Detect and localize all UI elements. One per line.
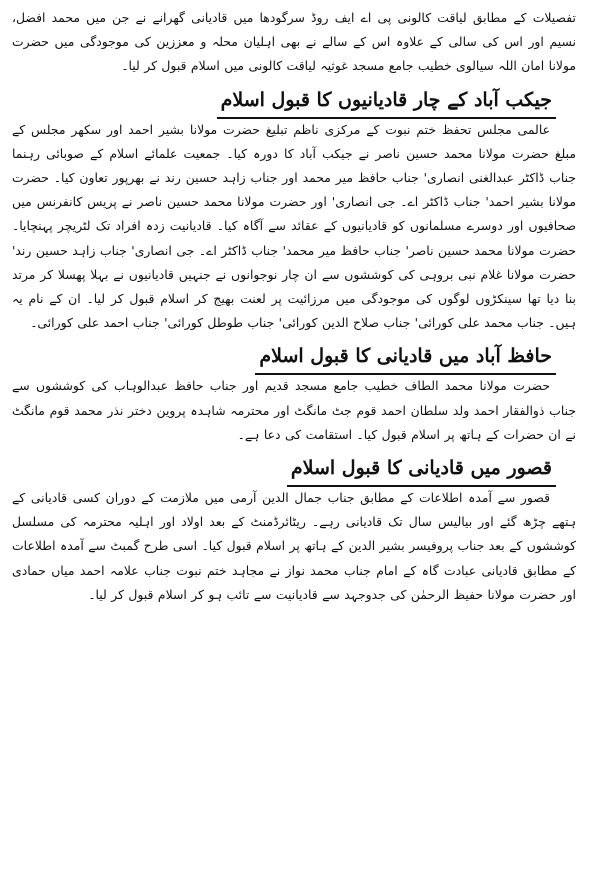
article-section-jacobabad [12,85,576,336]
heading-underline [217,117,556,119]
article-section-hafizabad [12,341,576,447]
heading-text-jacobabad: جیکب آباد کے چار قادیانیوں کا قبول اسلام [220,88,552,111]
article-section-sargodha [12,6,576,79]
section-heading-kasur [12,453,576,486]
article-section-kasur [12,453,576,607]
heading-underline [287,485,556,487]
section-heading-hafizabad [12,341,576,374]
paragraph-sargodha: تفصیلات کے مطابق لیاقت کالونی پی اے ایف روڈ سرگودھا میں قادیانی گھرانے نے جن میں محمد افضل، نسیم اور اس کی سالی کے علاوہ اس کے سالے نے بھی اہلیان محلہ و معززین کی موجودگی میں حضرت مولانا امان اللہ سیالوی خطیب جامع مسجد غوثیہ لیاقت کالونی میں اسلام قبول کر لیا۔ [12,10,576,74]
heading-underline [255,373,556,375]
paragraph-kasur: قصور سے آمدہ اطلاعات کے مطابق جناب جمال الدین آرمی میں ملازمت کے دوران کسی قادیانی کے ہتھے چڑھ گئے اور بیالیس سال تک قادیانی رہے۔ ریٹائرڈمنٹ کے بعد اولاد اور اہلیہ محترمہ کی مسلسل کوششوں کے بعد جناب پروفیسر بشیر الدین کے ہاتھ پر اسلام قبول کیا۔ اسی طرح گمبٹ سے آمدہ اطلاعات کے مطابق قادیانی عبادت گاہ کے امام جناب محمد نواز نے مجاہد ختم نبوت جناب علامہ احمد میاں حمادی اور حضرت مولانا حفیظ الرحمٰن کی جدوجہد سے قادیانیت سے تائب ہو کر اسلام قبول کر لیا۔ [12,490,576,602]
section-heading-jacobabad [12,85,576,118]
paragraph-jacobabad: عالمی مجلس تحفظ ختم نبوت کے مرکزی ناظم تبلیغ حضرت مولانا بشیر احمد اور سکھر مجلس کے مبلغ حضرت مولانا محمد حسین ناصر نے جیکب آباد کا دورہ کیا۔ جمعیت علمائے اسلام کے صوبائی رہنما جناب ڈاکٹر عبدالغنی انصاری' جناب حافظ میر محمد اور جناب زاہد حسین رند نے بھرپور تعاون کیا۔ حضرت مولانا بشیر احمد' جناب ڈاکٹر اے۔ جی انصاری' اور حضرت مولانا محمد حسین ناصر نے پریس کانفرنس میں صحافیوں اور دوسرے مسلمانوں کو قادیانیوں کے عقائد سے آگاہ کیا۔ قادیانیت زدہ افراد تک لٹریچر پہنچایا۔ حضرت مولانا محمد حسین ناصر' جناب حافظ میر محمد' جناب ڈاکٹر اے۔ جی انصاری' جناب زاہد حسین رند' حضرت مولانا غلام نبی بروہی کی کوششوں سے ان چار نوجوانوں نے جنہیں قادیانیوں نے بہلا پھسلا کر مرتد بنا دیا تھا سینکڑوں لوگوں کی موجودگی میں مرزائیت پر لعنت بھیج کر اسلام قبول کر لیا۔ ان کے نام یہ ہیں۔ جناب محمد علی کورائی' جناب صلاح الدین کورائی' جناب طوطل کورائی' جناب احمد علی کورائی۔ [12,121,576,331]
heading-text-hafizabad: حافظ آباد میں قادیانی کا قبول اسلام [259,345,552,368]
heading-text-kasur: قصور میں قادیانی کا قبول اسلام [290,457,552,480]
paragraph-hafizabad: حضرت مولانا محمد الطاف خطیب جامع مسجد قدیم اور جناب حافظ عبدالوہاب کی کوششوں سے جناب ذوالفقار احمد ولد سلطان احمد قوم جٹ مانگٹ اور محترمہ شاہدہ پروین دختر نذر محمد قوم مانگٹ نے ان حضرات کے ہاتھ پر اسلام قبول کیا۔ استقامت کی دعا ہے۔ [12,378,576,442]
